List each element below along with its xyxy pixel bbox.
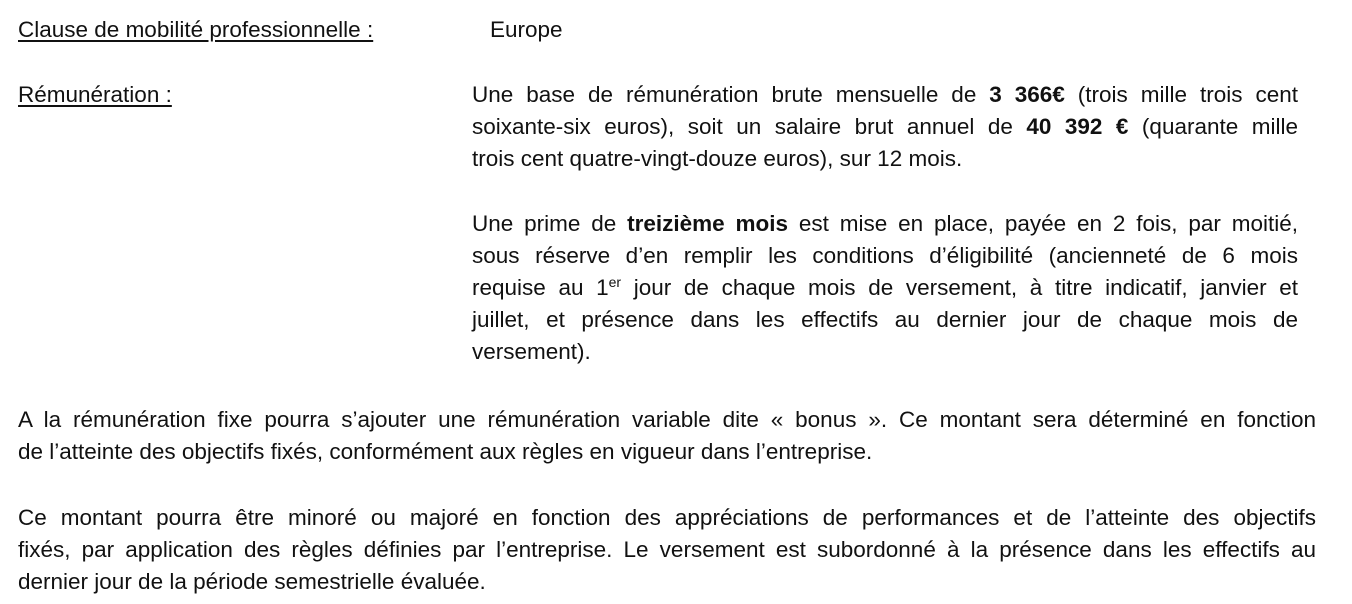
mobility-clause-label: Clause de mobilité professionnelle : bbox=[18, 17, 374, 42]
ordinal-superscript: er bbox=[608, 274, 622, 290]
bonus-modulation-paragraph bbox=[18, 502, 1316, 598]
bonus-line-5: versement). bbox=[472, 339, 591, 364]
mobility-clause-row bbox=[18, 14, 1318, 46]
variable-remuneration-paragraph bbox=[18, 404, 1316, 468]
bonus-text: requise au 1 bbox=[472, 275, 609, 300]
salary-paragraph bbox=[472, 79, 1298, 175]
salary-line-3: trois cent quatre-vingt-douze euros), sur 12 mois. bbox=[472, 146, 963, 171]
bonus-text: est mise en place, payée en 2 fois, par moitié, bbox=[788, 211, 1298, 236]
bonus-text: jour de chaque mois de versement, à titre indicatif, janvier et bbox=[621, 275, 1298, 300]
salary-line-2 bbox=[472, 111, 1298, 143]
bonus-text: Une prime de bbox=[472, 211, 628, 236]
thirteenth-month-term: treizième mois bbox=[627, 211, 789, 236]
modulation-line-2: fixés, par application des règles définies par l’entreprise. Le versement est subordonné à la présence dans les effectifs au bbox=[18, 537, 1316, 562]
bonus-line-1 bbox=[472, 208, 1298, 240]
thirteenth-month-paragraph bbox=[472, 208, 1298, 368]
mobility-clause-value: Europe bbox=[490, 17, 563, 42]
salary-line-1 bbox=[472, 79, 1298, 111]
bonus-line-4: juillet, et présence dans les effectifs au dernier jour de chaque mois de bbox=[472, 307, 1298, 332]
bonus-line-3 bbox=[472, 272, 1298, 304]
salary-text: soixante-six euros), soit un salaire brut annuel de bbox=[472, 114, 1027, 139]
annual-salary-amount: 40 392 € bbox=[1026, 114, 1129, 139]
remuneration-label: Rémunération : bbox=[18, 82, 172, 107]
monthly-salary-amount: 3 366€ bbox=[989, 82, 1065, 107]
modulation-line-3: dernier jour de la période semestrielle évaluée. bbox=[18, 569, 486, 594]
variable-line-1: A la rémunération fixe pourra s’ajouter une rémunération variable dite « bonus ». Ce montant sera déterminé en fonction bbox=[18, 407, 1316, 432]
modulation-line-1: Ce montant pourra être minoré ou majoré en fonction des appréciations de performances et de l’atteinte des objectifs bbox=[18, 505, 1316, 530]
salary-text: Une base de rémunération brute mensuelle de bbox=[472, 82, 990, 107]
salary-text: (trois mille trois cent bbox=[1064, 82, 1298, 107]
variable-line-2: de l’atteinte des objectifs fixés, conformément aux règles en vigueur dans l’entreprise. bbox=[18, 439, 873, 464]
bonus-line-2: sous réserve d’en remplir les conditions d’éligibilité (ancienneté de 6 mois bbox=[472, 243, 1298, 268]
salary-text: (quarante mille bbox=[1128, 114, 1298, 139]
